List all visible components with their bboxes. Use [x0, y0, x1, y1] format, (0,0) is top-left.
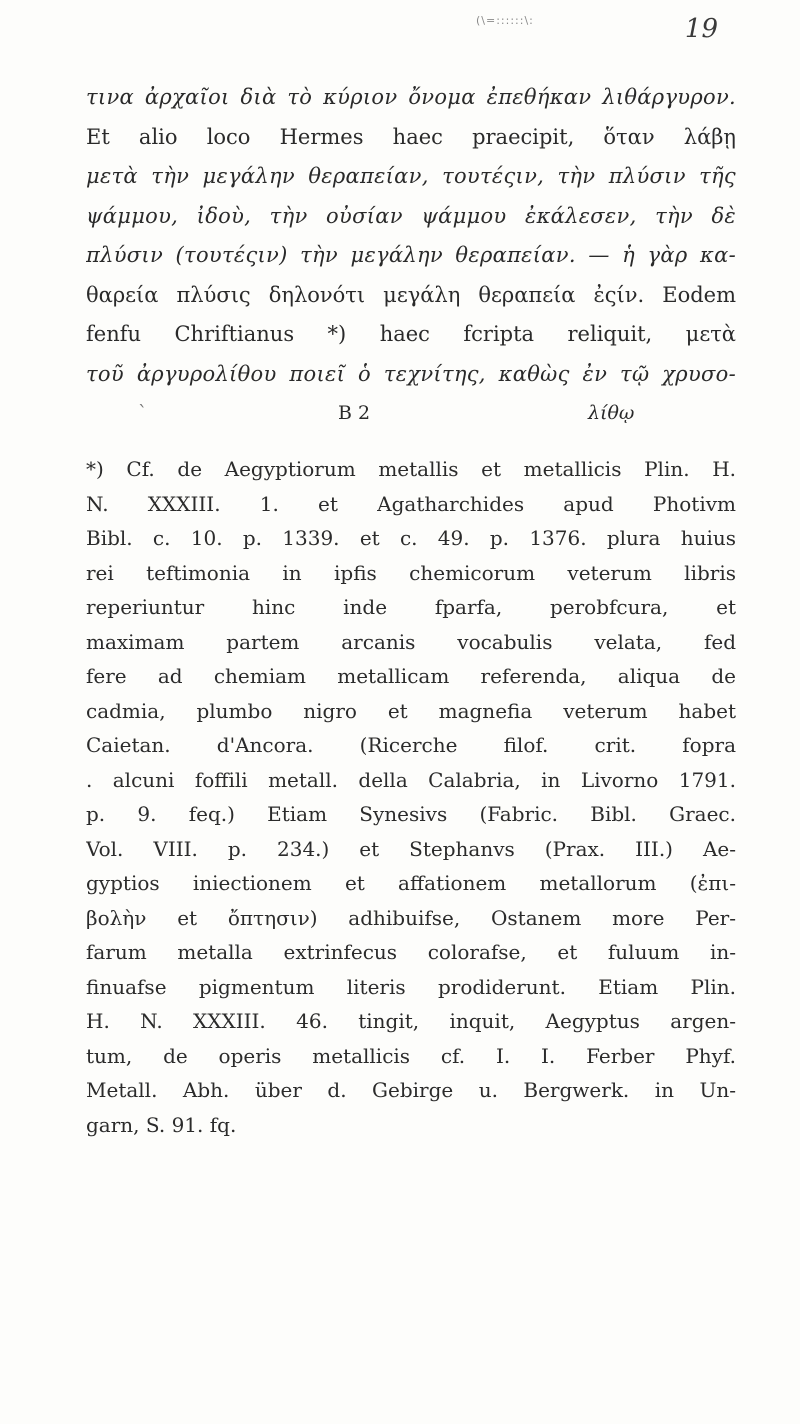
footnote-block — [86, 452, 736, 1142]
footnote-line: farum metalla extrinfecus colorafse, et fuluum in- — [86, 940, 736, 964]
body-line: Et alio loco Hermes haec praecipit, ὅταν λάβῃ — [86, 124, 736, 149]
signature-line — [86, 394, 736, 434]
footnote-line: gyptios iniectionem et affationem metallorum (ἐπι- — [86, 871, 736, 895]
page-number: 19 — [684, 14, 718, 44]
footnote-line: cadmia, plumbo nigro et magnefia veterum habet — [86, 698, 736, 723]
footnote-line: . alcuni foffili metall. della Calabria, in Livorno 1791. — [86, 767, 736, 792]
footnote-line: p. 9. feq.) Etiam Synesivs (Fabric. Bibl. Graec. — [86, 802, 736, 826]
footnote-line: Vol. VIII. p. 234.) et Stephanvs (Prax. III.) Ae- — [86, 836, 736, 861]
body-line: ψάμμου, ἰδοὺ, τὴν οὐσίαν ψάμμου ἐκάλεσεν, τὴν δὲ — [86, 203, 736, 228]
footnote-line: H. N. XXXIII. 46. tingit, inquit, Aegyptus argen- — [86, 1009, 736, 1033]
footnote-line: Metall. Abh. über d. Gebirge u. Bergwerk. in Un- — [86, 1078, 736, 1102]
body-line: τοῦ ἀργυρολίθου ποιεῖ ὁ τεχνίτης, καθὼς ἐν τῷ χρυσο- — [86, 361, 736, 386]
footnote-line: reperiuntur hinc inde fparfa, perobfcura, et — [86, 595, 736, 619]
footnote-line: tum, de operis metallicis cf. I. I. Ferber Phyf. — [86, 1043, 736, 1068]
signature-number: B 2 — [338, 402, 371, 424]
body-line: μετὰ τὴν μεγάλην θεραπείαν, τουτέςιν, τὴν πλύσιν τῆς — [86, 164, 736, 188]
footnote-line: garn, S. 91. fq. — [86, 1112, 237, 1137]
header-ornament: (\=::::::\: — [476, 14, 534, 27]
footnote-line: *) Cf. de Aegyptiorum metallis et metallicis Plin. H. — [86, 457, 736, 481]
footnote-line: βολὴν et ὄπτησιν) adhibuifse, Ostanem more Per- — [86, 905, 736, 930]
body-line: τινα ἀρχαῖοι διὰ τὸ κύριον ὄνομα ἐπεθήκαν λιθάργυρον. — [86, 85, 736, 109]
footnote-line: fere ad chemiam metallicam referenda, aliqua de — [86, 664, 736, 688]
body-line: fenfu Chriftianus *) haec fcripta reliquit, μετὰ — [86, 322, 736, 346]
footnote-line: finuafse pigmentum literis prodiderunt. Etiam Plin. — [86, 974, 736, 999]
footnote-line: rei teftimonia in ipfis chemicorum veterum libris — [86, 560, 736, 585]
footnote-line: N. XXXIII. 1. et Agatharchides apud Photivm — [86, 491, 736, 516]
body-line: θαρεία πλύσις δηλονότι μεγάλη θεραπεία ἐςίν. Eodem — [86, 282, 736, 307]
signature-mark: ` — [138, 402, 148, 424]
footnote-line: Bibl. c. 10. p. 1339. et c. 49. p. 1376. plura huius — [86, 526, 736, 550]
main-text-block — [86, 78, 736, 434]
catchword: λίθῳ — [588, 402, 635, 424]
footnote-line: Caietan. d'Ancora. (Ricerche filof. crit. fopra — [86, 733, 736, 757]
footnote-line: maximam partem arcanis vocabulis velata, fed — [86, 629, 736, 654]
body-line: πλύσιν (τουτέςιν) τὴν μεγάλην θεραπείαν. — ἡ γὰρ κα- — [86, 243, 736, 267]
